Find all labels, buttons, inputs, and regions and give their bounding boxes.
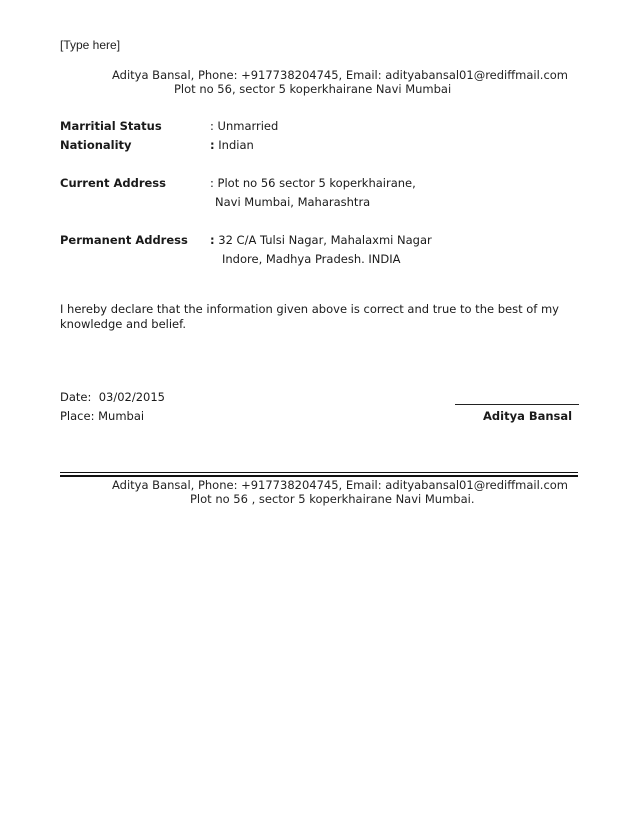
place-value: Mumbai xyxy=(98,409,145,423)
date-value: 03/02/2015 xyxy=(98,390,165,404)
marital-status-label: Marritial Status xyxy=(60,119,162,133)
place-label: Place: xyxy=(60,409,95,423)
header-placeholder: [Type here] xyxy=(60,38,121,52)
signature-name: Aditya Bansal xyxy=(483,409,573,423)
marital-status-value: : Unmarried xyxy=(210,119,279,133)
date-label: Date: xyxy=(60,390,92,404)
current-address-label: Current Address xyxy=(60,176,166,190)
permanent-address-line-1 xyxy=(210,233,432,247)
top-contact-line-2: Plot no 56, sector 5 koperkhairane Navi Mumbai xyxy=(174,82,452,96)
current-address-line-1: : Plot no 56 sector 5 koperkhairane, xyxy=(210,176,416,190)
current-address-line-2: Navi Mumbai, Maharashtra xyxy=(215,195,371,209)
top-contact-line-1: Aditya Bansal, Phone: +917738204745, Email: adityabansal01@rediffmail.com xyxy=(112,68,569,82)
bottom-contact-line-1: Aditya Bansal, Phone: +917738204745, Email: adityabansal01@rediffmail.com xyxy=(112,478,569,492)
place-row xyxy=(60,409,144,423)
declaration-text: I hereby declare that the information given above is correct and true to the best of my knowledge and belief. xyxy=(60,302,559,331)
permanent-address-text: 32 C/A Tulsi Nagar, Mahalaxmi Nagar xyxy=(218,233,432,247)
permanent-address-line-2: Indore, Madhya Pradesh. INDIA xyxy=(222,252,401,266)
nationality-colon: : xyxy=(210,138,215,152)
footer-divider-thin xyxy=(60,472,578,473)
permanent-address-label: Permanent Address xyxy=(60,233,188,247)
signature-line xyxy=(455,404,579,405)
nationality-label: Nationality xyxy=(60,138,132,152)
permanent-address-colon: : xyxy=(210,233,215,247)
date-row xyxy=(60,390,165,404)
nationality-value xyxy=(210,138,254,152)
footer-divider-thick xyxy=(60,475,578,477)
nationality-text: Indian xyxy=(218,138,254,152)
bottom-contact-line-2: Plot no 56 , sector 5 koperkhairane Navi Mumbai. xyxy=(190,492,475,506)
